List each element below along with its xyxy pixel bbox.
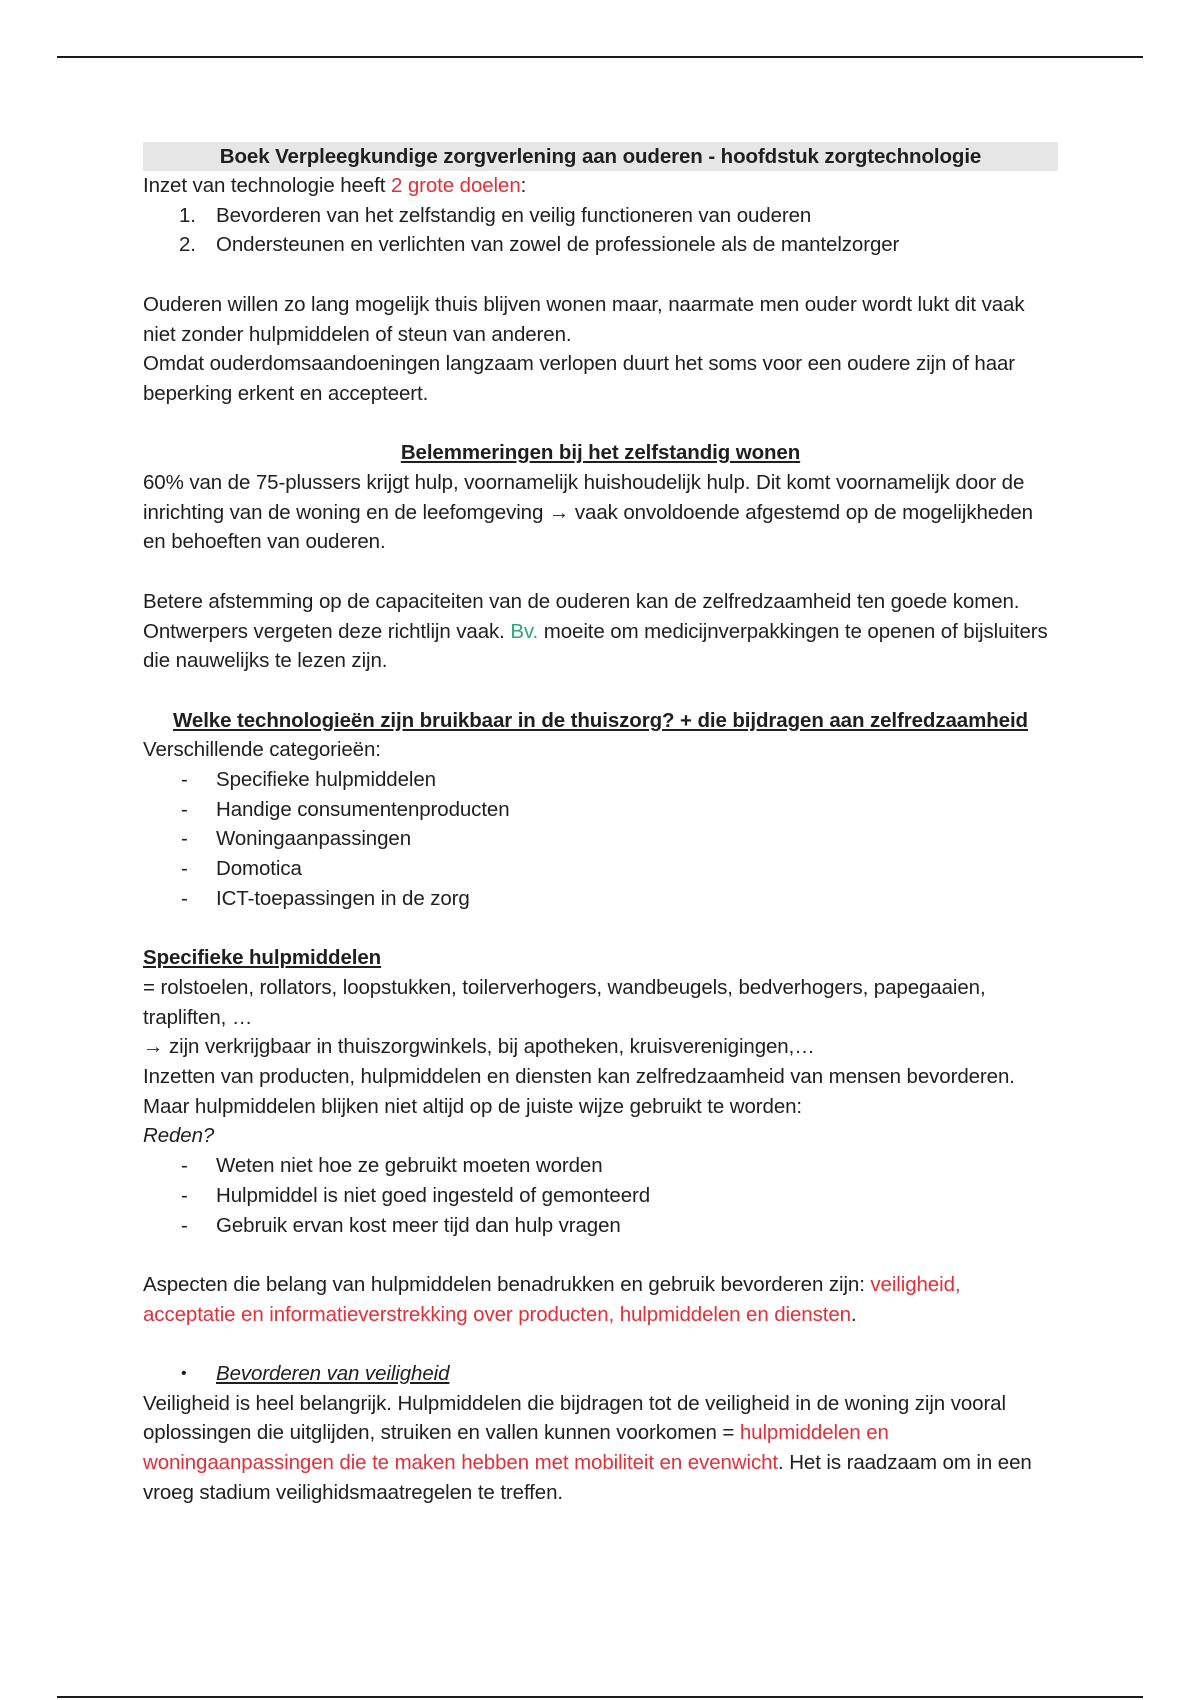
list-item [143, 884, 1058, 914]
paragraph [143, 587, 1058, 676]
dash-marker: - [181, 1183, 188, 1207]
bullet-marker: • [181, 1365, 187, 1383]
paragraph: Inzetten van producten, hulpmiddelen en diensten kan zelfredzaamheid van mensen bevorderen. Maar hulpmiddelen blijken niet altijd op de juiste wijze gebruikt te worden: [143, 1065, 1015, 1118]
goal-text: Ondersteunen en verlichten van zowel de professionele als de mantelzorger [216, 233, 900, 257]
example-marker: Bv. [510, 619, 539, 643]
document-body [143, 142, 1058, 1508]
subsection-heading: Bevorderen van veiligheid [216, 1362, 450, 1386]
list-item-text: Specifieke hulpmiddelen [216, 768, 436, 791]
list-number: 2. [179, 233, 196, 257]
text-run: moeite om medicijnverpakkingen te openen of bijsluiters die nauwelijks te lezen zijn. [143, 619, 1048, 673]
list-item [143, 765, 1058, 795]
list-item [143, 795, 1058, 825]
paragraph: 60% van de 75-plussers krijgt hulp, voornamelijk huishoudelijk hulp. Dit komt voornamelijk door de inrichting van de woning en de leefomgeving → vaak onvoldoende afgestemd op de mogelijkheden en behoeften van ouderen. [143, 471, 1033, 554]
section-heading: Belemmeringen bij het zelfstandig wonen [400, 441, 801, 465]
text-run: . [850, 1302, 857, 1326]
highlight-text: veiligheid, acceptatie en informatieverstrekking over producten, hulpmiddelen en diensten [143, 1272, 961, 1326]
dash-marker: - [181, 827, 188, 851]
text-run: Veiligheid is heel belangrijk. Hulpmiddelen die bijdragen tot de veiligheid in de woning zijn vooral oplossingen die uitglijden, struiken en vallen kunnen voorkomen = [143, 1391, 1006, 1445]
list-item-text: Hulpmiddel is niet goed ingesteld of gemonteerd [216, 1183, 651, 1207]
paragraph [143, 1270, 1058, 1329]
list-item [143, 1181, 1058, 1211]
list-item-text: Gebruik ervan kost meer tijd dan hulp vragen [216, 1213, 621, 1237]
paragraph: → zijn verkrijgbaar in thuiszorgwinkels, bij apotheken, kruisverenigingen,… [143, 1035, 815, 1059]
list-item [143, 1359, 1058, 1389]
dash-marker: - [181, 1154, 188, 1178]
list-item-text: Domotica [216, 857, 302, 881]
list-item [143, 1211, 1058, 1241]
list-item [143, 824, 1058, 854]
header-rule [57, 56, 1143, 58]
list-item-text: Woningaanpassingen [216, 827, 412, 851]
text-run: Betere afstemming op de capaciteiten van de ouderen kan de zelfredzaamheid ten goede komen. Ontwerpers vergeten deze richtlijn vaak. [143, 589, 1020, 643]
list-number: 1. [179, 203, 196, 227]
reason-label: Reden? [143, 1124, 215, 1148]
paragraph [143, 1389, 1058, 1508]
text-run: Aspecten die belang van hulpmiddelen benadrukken en gebruik bevorderen zijn: [143, 1272, 871, 1296]
list-item [143, 1151, 1058, 1181]
list-item-text: ICT-toepassingen in de zorg [216, 886, 470, 910]
text-run: . Het is raadzaam om in een vroeg stadium veilighidsmaatregelen te treffen. [143, 1451, 1032, 1504]
reasons-list [143, 1151, 1058, 1240]
dash-marker: - [181, 797, 188, 821]
bullet-list [143, 1359, 1058, 1389]
paragraph: Omdat ouderdomsaandoeningen langzaam verlopen duurt het soms voor een oudere zijn of haar beperking erkent en accepteert. [143, 352, 1016, 405]
goal-text: Bevorderen van het zelfstandig en veilig functioneren van ouderen [216, 203, 812, 227]
paragraph: Ouderen willen zo lang mogelijk thuis blijven wonen maar, naarmate men ouder wordt lukt dit vaak niet zonder hulpmiddelen of steun van anderen. [143, 292, 1025, 346]
paragraph: Verschillende categorieën: [143, 738, 381, 762]
document-title: Boek Verpleegkundige zorgverlening aan ouderen - hoofdstuk zorgtechnologie [143, 142, 1058, 171]
list-item-text: Handige consumentenproducten [216, 797, 510, 821]
list-item-text: Weten niet hoe ze gebruikt moeten worden [216, 1154, 603, 1178]
paragraph: = rolstoelen, rollators, loopstukken, toilerverhogers, wandbeugels, bedverhogers, papegaaien, trapliften, … [143, 975, 986, 1029]
intro-highlight: 2 grote doelen [390, 174, 521, 197]
highlight-text: hulpmiddelen en woningaanpassingen die te maken hebben met mobiliteit en evenwicht [143, 1421, 889, 1475]
section-heading: Specifieke hulpmiddelen [143, 946, 382, 970]
dash-marker: - [181, 768, 188, 791]
intro-line [143, 171, 1058, 201]
dash-marker: - [181, 1213, 188, 1237]
dash-marker: - [181, 857, 188, 881]
intro-lead: Inzet van technologie heeft [143, 174, 391, 197]
category-list [143, 765, 1058, 914]
section-heading: Welke technologieën zijn bruikbaar in de thuiszorg? + die bijdragen aan zelfredzaamheid [173, 708, 1028, 732]
list-item [143, 230, 1058, 260]
footer-rule [57, 1696, 1143, 1698]
list-item [143, 201, 1058, 231]
list-item [143, 854, 1058, 884]
goals-list [143, 201, 1058, 260]
intro-tail: : [520, 174, 527, 197]
dash-marker: - [181, 886, 188, 910]
